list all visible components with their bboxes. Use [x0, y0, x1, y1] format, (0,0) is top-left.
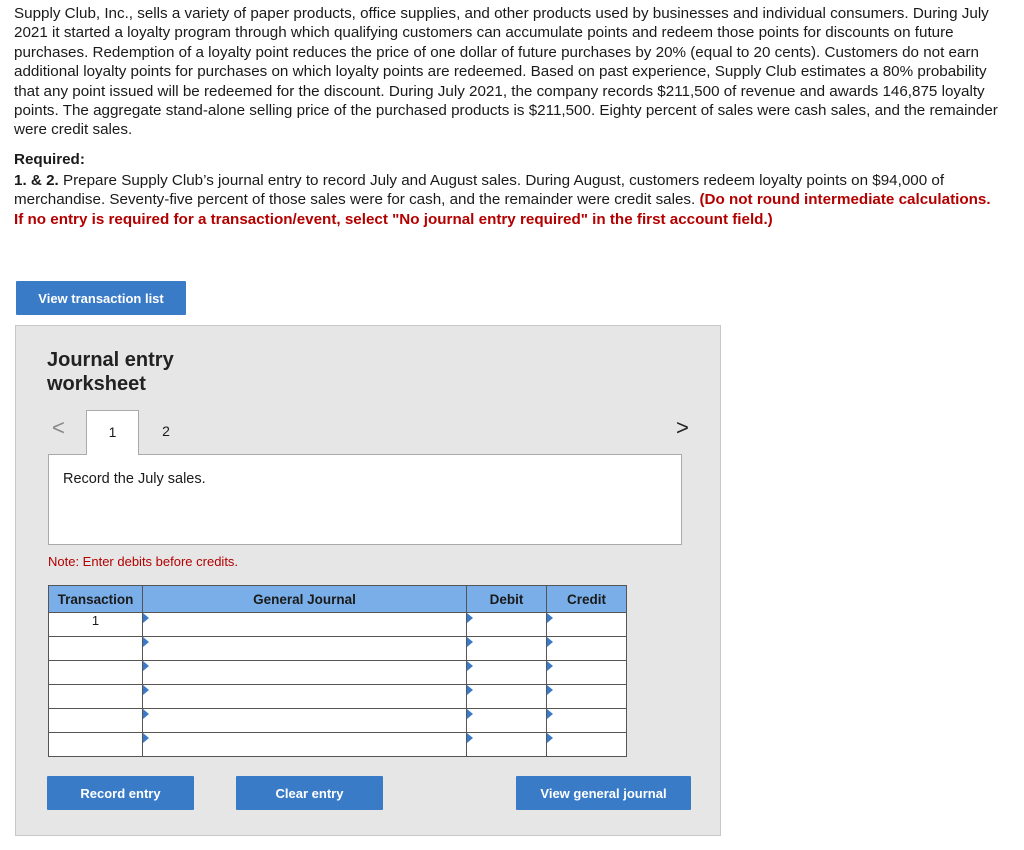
account-cell[interactable] — [143, 661, 467, 685]
journal-header-row — [49, 586, 627, 613]
input-marker-icon — [547, 733, 553, 743]
debit-cell[interactable] — [467, 733, 547, 757]
debit-cell[interactable] — [467, 637, 547, 661]
required-instruction: (Do not round intermediate calculations. If no entry is required for a transaction/event, select "No journal entry required" in the first account field.) — [14, 191, 991, 228]
credit-cell[interactable] — [547, 637, 627, 661]
credit-cell[interactable] — [547, 733, 627, 757]
input-marker-icon — [547, 637, 553, 647]
dropdown-marker-icon — [143, 637, 149, 647]
transaction-cell — [49, 709, 143, 733]
credit-cell[interactable] — [547, 613, 627, 637]
entry-note: Note: Enter debits before credits. — [48, 554, 239, 569]
account-cell[interactable] — [143, 637, 467, 661]
account-cell[interactable] — [143, 709, 467, 733]
next-entry-chevron-icon[interactable]: > — [676, 415, 689, 440]
table-row — [49, 709, 627, 733]
debit-cell[interactable] — [467, 661, 547, 685]
tab-entry-2[interactable]: 2 — [162, 423, 170, 439]
transaction-cell — [49, 733, 143, 757]
input-marker-icon — [547, 661, 553, 671]
credit-cell[interactable] — [547, 661, 627, 685]
dropdown-marker-icon — [143, 613, 149, 623]
previous-entry-chevron-icon[interactable]: < — [52, 415, 65, 440]
debit-cell[interactable] — [467, 613, 547, 637]
transaction-cell: 1 — [49, 613, 143, 637]
required-text — [14, 171, 1004, 229]
table-row — [49, 685, 627, 709]
input-marker-icon — [467, 685, 473, 695]
view-transaction-list-button[interactable]: View transaction list — [16, 281, 186, 315]
general-journal-column-header: General Journal — [143, 586, 467, 613]
dropdown-marker-icon — [143, 685, 149, 695]
account-cell[interactable] — [143, 685, 467, 709]
journal-entry-worksheet-panel — [15, 325, 721, 836]
input-marker-icon — [467, 733, 473, 743]
record-entry-button[interactable]: Record entry — [47, 776, 194, 810]
tab-entry-1[interactable]: 1 — [86, 410, 139, 455]
transaction-cell — [49, 661, 143, 685]
debit-column-header: Debit — [467, 586, 547, 613]
dropdown-marker-icon — [143, 733, 149, 743]
clear-entry-button[interactable]: Clear entry — [236, 776, 383, 810]
required-body: Prepare Supply Club’s journal entry to record July and August sales. During August, customers redeem loyalty points on $94,000 of merchandise. Seventy-five percent of those sales were for cash, and the remainder were credit sales. — [14, 172, 945, 209]
entry-description: Record the July sales. — [63, 471, 206, 487]
transaction-cell — [49, 637, 143, 661]
input-marker-icon — [467, 661, 473, 671]
required-heading: Required: — [14, 151, 85, 168]
input-marker-icon — [547, 613, 553, 623]
dropdown-marker-icon — [143, 661, 149, 671]
input-marker-icon — [547, 709, 553, 719]
account-cell[interactable] — [143, 613, 467, 637]
table-row — [49, 613, 627, 637]
debit-cell[interactable] — [467, 709, 547, 733]
input-marker-icon — [547, 685, 553, 695]
table-row — [49, 637, 627, 661]
required-number: 1. & 2. — [14, 172, 59, 189]
view-general-journal-button[interactable]: View general journal — [516, 776, 691, 810]
debit-cell[interactable] — [467, 685, 547, 709]
transaction-column-header: Transaction — [49, 586, 143, 613]
input-marker-icon — [467, 613, 473, 623]
credit-cell[interactable] — [547, 709, 627, 733]
account-cell[interactable] — [143, 733, 467, 757]
credit-cell[interactable] — [547, 685, 627, 709]
journal-table — [48, 585, 627, 757]
credit-column-header: Credit — [547, 586, 627, 613]
input-marker-icon — [467, 637, 473, 647]
transaction-cell — [49, 685, 143, 709]
worksheet-title: Journal entry worksheet — [47, 349, 174, 395]
dropdown-marker-icon — [143, 709, 149, 719]
input-marker-icon — [467, 709, 473, 719]
table-row — [49, 661, 627, 685]
table-row — [49, 733, 627, 757]
entry-description-box — [48, 454, 682, 545]
problem-statement: Supply Club, Inc., sells a variety of paper products, office supplies, and other products used by businesses and individual consumers. During July 2021 it started a loyalty program through which qualifying customers can accumulate points and redeem those points for discounts on future purchases. Redemption of a loyalty point reduces the price of one dollar of future purchases by 20% (equal to 20 cents). Customers do not earn additional loyalty points for purchases on which loyalty points are redeemed. Based on past experience, Supply Club estimates a 80% probability that any point issued will be redeemed for the discount. During July 2021, the company records $211,500 of revenue and awards 146,875 loyalty points. The aggregate stand-alone selling price of the purchased products is $211,500. Eighty percent of sales were cash sales, and the remainder were credit sales. — [14, 5, 998, 139]
